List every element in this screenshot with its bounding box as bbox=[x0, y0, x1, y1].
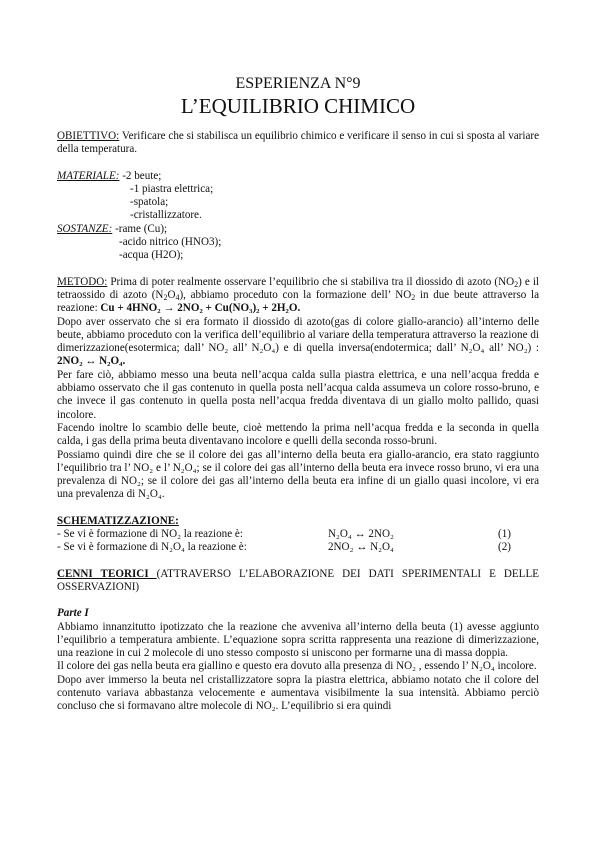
sostanze-item: -rame (Cu); bbox=[115, 222, 168, 235]
schema-equation: 2NO₂ ↔ N₂O₄ bbox=[328, 541, 394, 554]
reaction-equation: Cu + 4HNO₂ → 2NO₂ + Cu(NO₃)₂ + 2H₂O. bbox=[100, 302, 301, 315]
metodo-text: Prima di poter realmente osservare l’equilibrio che si stabiliva tra il diossido di azoto (NO bbox=[107, 275, 515, 288]
schema-desc: - Se vi è formazione di N₂O₄ la reazione è: bbox=[57, 541, 247, 554]
document-page bbox=[57, 70, 539, 714]
metodo-section bbox=[57, 276, 539, 502]
parte-1-paragraph: Abbiamo innanzitutto ipotizzato che la reazione che avveniva all’interno della beuta (1) avesse aggiunto l’equilibrio a temperatura ambiente. L’equazione sopra scritta rappresenta una reazione di dimerizzazione, una reazione in cui 2 molecole di uno stesso composto si uniscono per formarne una di massa doppia. bbox=[57, 620, 539, 660]
metodo-paragraph: Facendo inoltre lo scambio delle beute, cioè mettendo la prima nell’acqua fredda e la seconda in quella calda, i gas della prima beuta diventavano incolore e quelli della seconda rosso-bruni. bbox=[57, 421, 539, 448]
sostanze-item: -acqua (H2O); bbox=[119, 249, 184, 262]
parte-1-section bbox=[57, 607, 539, 713]
metodo-label: METODO: bbox=[57, 275, 108, 288]
metodo-paragraph: Possiamo quindi dire che se il colore dei gas all’interno della beuta era giallo-arancio, era stato raggiunto l’equilibrio tra l’ NO₂ e l’ N₂O₄; se il colore dei gas all’interno della beuta era invece rosso bruno, vi era una prevalenza di NO₂; se il colore dei gas all’interno della beuta era infine di un giallo quasi incolore, vi era una prevalenza di N₂O₄. bbox=[57, 448, 539, 501]
obiettivo-section bbox=[57, 130, 539, 157]
cenni-teorici-heading bbox=[57, 568, 539, 595]
metodo-text: in due beute attraverso la reazione: bbox=[57, 288, 539, 315]
materiale-section bbox=[57, 170, 539, 223]
parte-1-paragraph: Dopo aver immerso la beuta nel cristallizzatore sopra la piastra elettrica, abbiamo notato che il colore del contenuto variava abbastanza velocemente e aumentava visibilmente la sua intensità. Abbiamo perciò concluso che si formavano altre molecole di NO₂. L’equilibrio si era quindi bbox=[57, 673, 539, 713]
metodo-text: ) e il tetraossido di azoto (N bbox=[57, 275, 539, 301]
schema-desc: - Se vi è formazione di NO₂ la reazione è: bbox=[57, 528, 243, 541]
metodo-text: Dopo aver osservato che si era formato il diossido di azoto(gas di colore giallo-arancio) all’interno delle beute, abbiamo proceduto con la verifica dell’equilibrio al variare della temperatura attraverso la reazione di dimerizzazione(esotermica; dall’ NO₂ all’ N₂O₄) e di quella inversa(endotermica; dall’ N₂O₄ all’ NO₂) : bbox=[57, 315, 539, 355]
schema-row bbox=[57, 528, 539, 541]
obiettivo-label: OBIETTIVO: bbox=[57, 130, 120, 142]
experiment-number-title: ESPERIENZA N°9 bbox=[235, 75, 361, 92]
parte-1-paragraph: Il colore dei gas nella beuta era giallino e questo era dovuto alla presenza di NO₂ , essendo l’ N₂O₄ incolore. bbox=[57, 660, 537, 673]
cenni-subtitle: (ATTRAVERSO L’ELABORAZIONE DEI DATI SPERIMENTALI E DELLE OSSERVAZIONI) bbox=[57, 567, 539, 593]
experiment-title: L’EQUILIBRIO CHIMICO bbox=[180, 94, 416, 118]
schema-number: (1) bbox=[498, 528, 511, 541]
schema-equation: N₂O₄ ↔ 2NO₂ bbox=[328, 528, 394, 541]
materiale-item: -1 piastra elettrica; bbox=[130, 182, 214, 195]
metodo-paragraph: Per fare ciò, abbiamo messo una beuta nell’acqua calda sulla piastra elettrica, e una nell’acqua fredda e abbiamo osservato che il gas contenuto in quella posta nell’acqua calda assumeva un colore rosso-bruno, e che invece il gas contenuto in quella posta nell’acqua fredda diventava di un giallo molto pallido, quasi incolore. bbox=[57, 368, 539, 421]
metodo-text: ), abbiamo proceduto con la formazione dell’ NO bbox=[179, 288, 412, 301]
materiale-label: MATERIALE: bbox=[57, 169, 120, 182]
schematizzazione-section bbox=[57, 515, 539, 555]
sostanze-label: SOSTANZE: bbox=[57, 222, 113, 235]
materiale-item: -spatola; bbox=[130, 196, 169, 209]
schema-title: SCHEMATIZZAZIONE: bbox=[57, 514, 179, 527]
reaction-equation: 2NO₂ ↔ N₂O₄. bbox=[57, 355, 126, 368]
metodo-paragraph: METODO: Prima di poter realmente osservare l’equilibrio che si stabiliva tra il diossido di azoto $(NO_2)$ e il tetraossido di azoto $(N_2O_4)$, abbiamo proceduto con la formazione dell’ $NO_2$ in due beute attraverso la reazione: Cu + 4HNO₂ → 2NO₂ + Cu(NO₃)₂ + 2H₂O. bbox=[57, 275, 539, 315]
materiale-item: -cristallizzatore. bbox=[130, 209, 202, 222]
schema-number: (2) bbox=[498, 541, 511, 554]
sostanze-section bbox=[57, 223, 539, 263]
metodo-paragraph bbox=[57, 316, 539, 369]
parte-1-title: Parte I bbox=[57, 607, 89, 620]
sostanze-item: -acido nitrico (HNO3); bbox=[119, 236, 222, 249]
cenni-label: CENNI TEORICI bbox=[57, 567, 157, 580]
schema-row bbox=[57, 541, 539, 554]
materiale-item: -2 beute; bbox=[122, 169, 162, 182]
obiettivo-text: Verificare che si stabilisca un equilibrio chimico e verificare il senso in cui si sposta al variare della temperatura. bbox=[57, 130, 539, 156]
